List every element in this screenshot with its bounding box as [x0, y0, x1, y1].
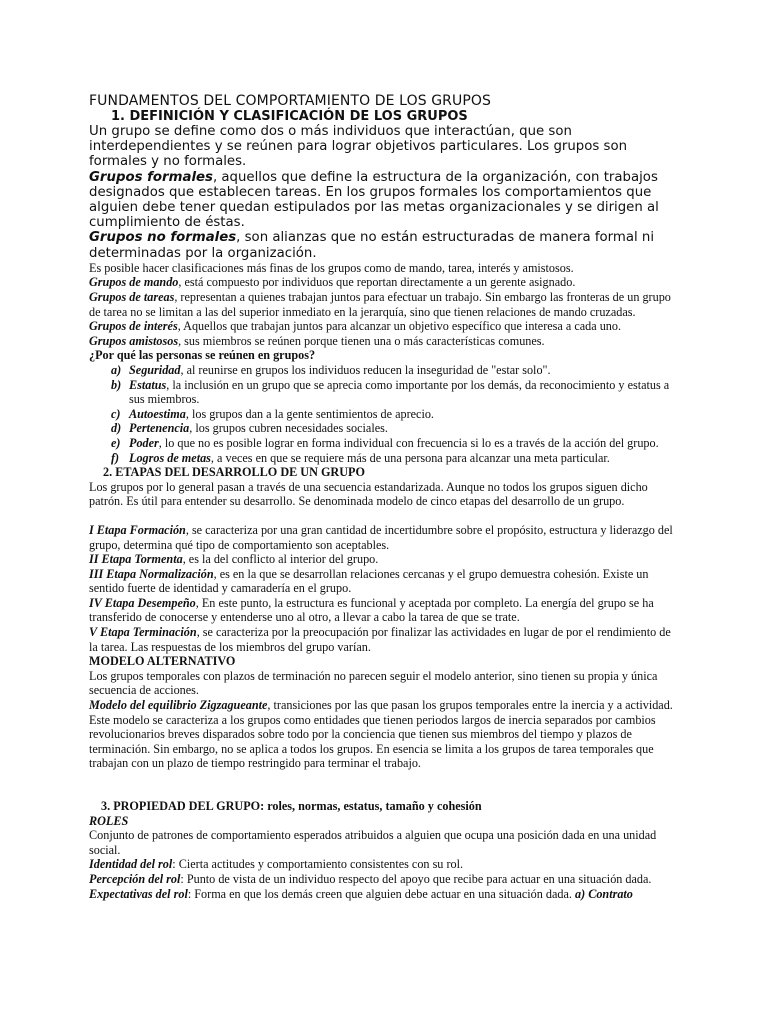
list-item-text: Logros de metas, a veces en que se requiere más de una persona para alcanzar una meta particular. — [129, 450, 610, 465]
classification-paragraph: Es posible hacer clasificaciones más finas de los grupos como de mando, tarea, interés y amistosos. — [89, 260, 574, 275]
role-expectations-paragraph: Expectativas del rol: Forma en que los demás creen que alguien debe actuar en una situación dada. a) Contrato — [89, 886, 633, 901]
list-item — [89, 436, 679, 451]
roles-heading: ROLES — [89, 813, 129, 828]
stage-paragraph: V Etapa Terminación, se caracteriza por la preocupación por finalizar las actividades en lugar de por el rendimiento de la tarea. Las respuestas de los miembros del grupo varían. — [89, 625, 671, 654]
list-marker: b) — [111, 377, 122, 392]
list-item-text: Estatus, la inclusión en un grupo que se aprecia como importante por los demás, da reconocimiento y estatus a sus miembros. — [129, 377, 670, 407]
formal-groups-paragraph — [89, 170, 679, 231]
term: Grupos de interés — [89, 319, 178, 334]
text: , aquellos que define la estructura de la organización, con trabajos designados que establecen tareas. En los grupos formales los comportamientos que alguien debe tener quedan estipulados por las metas organizacionales y se dirigen al cumplimiento de éstas. — [89, 169, 659, 231]
term: Grupos de mando — [89, 275, 179, 290]
role-identity-paragraph: Identidad del rol: Cierta actitudes y comportamiento consistentes con su rol. — [89, 857, 464, 872]
stages-intro-paragraph: Los grupos por lo general pasan a través de una secuencia estandarizada. Aunque no todos los grupos siguen dicho patrón. Es útil para entender su desarrollo. Se denominada modelo de cinco etapas del desarrollo de un grupo. — [89, 479, 648, 509]
section-1-heading: 1. DEFINICIÓN Y CLASIFICACIÓN DE LOS GRUPOS — [111, 109, 468, 124]
stage-paragraph: III Etapa Normalización, es en la que se desarrollan relaciones cercanas y el grupo demuestra cohesión. Existe un sentido fuerte de identidad y camaradería en el grupo. — [89, 566, 649, 596]
reasons-list — [89, 363, 679, 465]
list-item-text: Seguridad, al reunirse en grupos los individuos reducen la inseguridad de "estar solo". — [129, 362, 551, 377]
list-item — [89, 363, 679, 378]
stage-paragraph: II Etapa Tormenta, es la del conflicto al interior del grupo. — [89, 552, 379, 567]
alternative-model-heading: MODELO ALTERNATIVO — [89, 654, 236, 669]
text: , son alianzas que no están estructuradas de manera formal ni determinadas por la organización. — [89, 230, 655, 261]
document-title: FUNDAMENTOS DEL COMPORTAMIENTO DE LOS GRUPOS — [89, 93, 492, 109]
interest-groups-paragraph — [89, 319, 679, 334]
list-marker: d) — [111, 421, 122, 436]
term: Grupos amistosos — [89, 333, 179, 348]
list-marker: f) — [111, 450, 120, 465]
roles-definition-paragraph: Conjunto de patrones de comportamiento esperados atribuidos a alguien que ocupa una posición dada en una unidad social. — [89, 828, 657, 857]
list-item-text: Poder, lo que no es posible lograr en forma individual con frecuencia si lo es a través de la acción del grupo. — [129, 435, 659, 450]
why-groups-question: ¿Por qué las personas se reúnen en grupos? — [89, 348, 316, 363]
spacer — [89, 509, 679, 523]
role-perception-paragraph: Percepción del rol: Punto de vista de un individuo respecto del apoyo que recibe para actuar en una situación dada. — [89, 871, 652, 886]
task-groups-paragraph — [89, 290, 679, 319]
list-item — [89, 421, 679, 436]
friendship-groups-paragraph — [89, 334, 679, 349]
text: , Aquellos que trabajan juntos para alcanzar un objetivo específico que interesa a cada uno. — [177, 319, 622, 334]
section-3-heading: 3. PROPIEDAD DEL GRUPO: roles, normas, estatus, tamaño y cohesión — [101, 799, 482, 814]
zigzag-model-paragraph: Modelo del equilibrio Zigzagueante, transiciones por las que pasan los grupos temporales entre la inercia y a actividad. Este modelo se caracteriza a los grupos como entidades que tienen periodos largos de inercia separados por cambios revolucionarios breves disparados sobre todo por la conciencia que tienen sus miembros del tiempo y plazos de terminación. Sin embargo, no se aplica a todos los grupos. En esencia se limita a los grupos de tarea temporales que trabajan con un plazo de tiempo restringido para terminar el trabajo. — [89, 698, 673, 771]
alternative-model-paragraph: Los grupos temporales con plazos de terminación no parecen seguir el modelo anterior, sino tienen su propia y única secuencia de acciones. — [89, 668, 658, 698]
list-marker: e) — [111, 435, 121, 450]
document-body — [89, 93, 679, 901]
text: , representan a quienes trabajan juntos para efectuar un trabajo. Sin embargo las fronteras de un grupo de tarea no se limitan a las del superior inmediato en la jerarquía, sino que tienen relaciones de mando cruzadas. — [89, 290, 671, 319]
list-item-text: Autoestima, los grupos dan a la gente sentimientos de aprecio. — [129, 406, 434, 421]
section-2-heading: 2. ETAPAS DEL DESARROLLO DE UN GRUPO — [103, 465, 365, 480]
text: , está compuesto por individuos que reportan directamente a un gerente asignado. — [178, 275, 576, 290]
list-marker: a) — [111, 362, 122, 377]
stage-paragraph: IV Etapa Desempeño, En este punto, la estructura es funcional y aceptada por completo. La energía del grupo se ha transferido de conocerse y entenderse uno al otro, a llevar a cabo la tarea de que se trate. — [89, 595, 654, 625]
list-item — [89, 407, 679, 422]
term: Grupos de tareas — [89, 290, 175, 305]
informal-groups-paragraph — [89, 230, 679, 260]
command-groups-paragraph — [89, 275, 679, 290]
term: Grupos formales — [89, 169, 213, 185]
list-marker: c) — [111, 406, 121, 421]
list-item — [89, 378, 679, 407]
term: Grupos no formales — [89, 230, 237, 246]
stage-paragraph: I Etapa Formación, se caracteriza por una gran cantidad de incertidumbre sobre el propósito, estructura y liderazgo del grupo, determina qué tipo de comportamiento son aceptables. — [89, 522, 673, 552]
spacer — [89, 771, 679, 799]
text: , sus miembros se reúnen porque tienen una o más características comunes. — [178, 333, 545, 348]
list-item — [89, 451, 679, 466]
list-item-text: Pertenencia, los grupos cubren necesidades sociales. — [129, 421, 388, 436]
definition-paragraph: Un grupo se define como dos o más individuos que interactúan, que son interdependientes y se reúnen para lograr objetivos particulares. Los grupos son formales y no formales. — [89, 124, 628, 170]
